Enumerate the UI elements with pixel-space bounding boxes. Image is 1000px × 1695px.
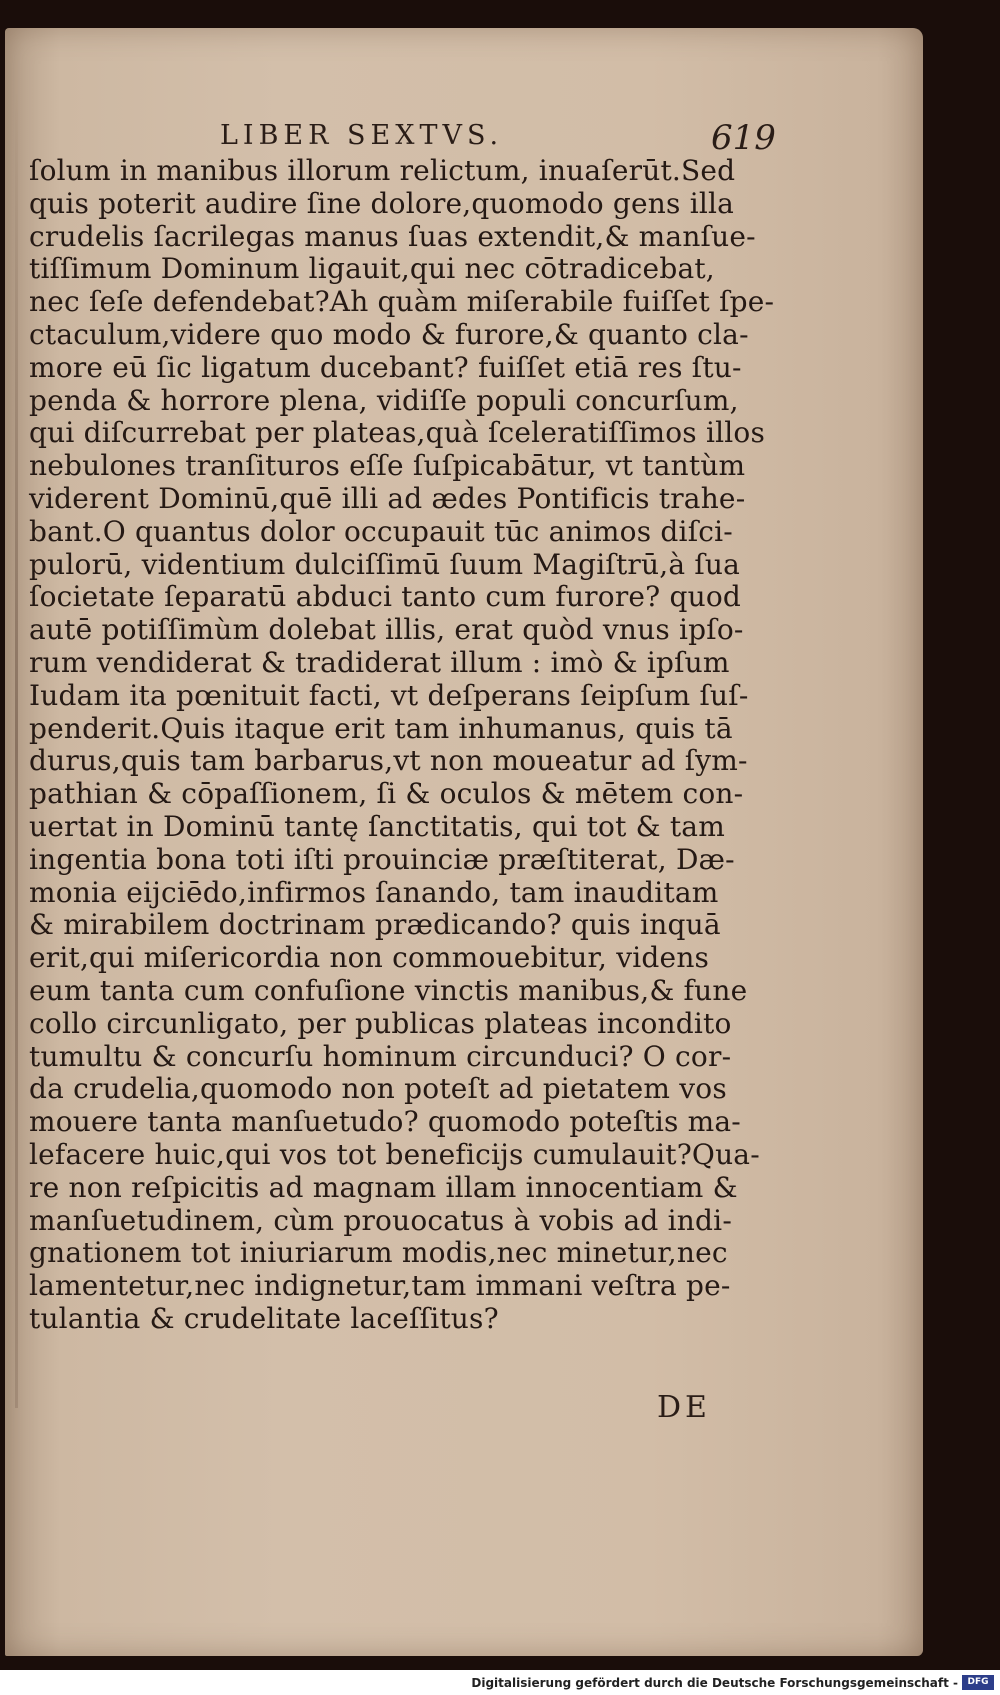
book-page xyxy=(5,28,923,1656)
text-line: gnationem tot iniuriarum modis,nec minetur,nec xyxy=(29,1236,728,1270)
text-line: da crudelia,quomodo non poteſt ad pietatem vos xyxy=(29,1072,727,1106)
text-line: erit,qui miſericordia non commouebitur, videns xyxy=(29,941,710,975)
text-line: collo circunligato, per publicas plateas incondito xyxy=(29,1006,732,1040)
page-number: 619 xyxy=(711,118,776,158)
text-line: monia eijciēdo,infirmos ſanando, tam inauditam xyxy=(29,875,719,909)
page-fold-shadow xyxy=(15,88,18,1408)
text-line: pulorū, videntium dulciſſimū ſuum Magiſtrū,à ſua xyxy=(29,547,741,581)
catchword: DE xyxy=(657,1390,711,1425)
text-line: tulantia & crudelitate laceſſitus? xyxy=(29,1301,499,1335)
running-head: LIBER SEXTVS. xyxy=(220,120,504,151)
text-line: Iudam ita pœnituit facti, vt deſperans ſeipſum ſuſ- xyxy=(29,678,749,712)
text-line: eum tanta cum confuſione vinctis manibus,& fune xyxy=(29,973,748,1007)
text-line: ſolum in manibus illorum relictum, inuaſerūt.Sed xyxy=(29,154,736,187)
text-line: viderent Dominū,quē illi ad ædes Pontificis trahe- xyxy=(29,481,746,515)
text-line: manſuetudinem, cùm prouocatus à vobis ad indi- xyxy=(29,1203,732,1237)
text-line: lefacere huic,qui vos tot beneficijs cumulauit?Qua- xyxy=(29,1137,760,1171)
funding-credit: Digitalisierung gefördert durch die Deutsche Forschungsgemeinschaft - xyxy=(471,1676,958,1690)
text-line: ctaculum,videre quo modo & furore,& quanto cla- xyxy=(29,317,749,351)
text-line: lamentetur,nec indignetur,tam immani veſtra pe- xyxy=(29,1269,731,1303)
text-line: tumultu & concurſu hominum circunduci? O cor- xyxy=(29,1039,732,1073)
text-line: ingentia bona toti iſti prouinciæ præſtiterat, Dæ- xyxy=(29,842,735,876)
text-line: quis poterit audire ſine dolore,quomodo gens illa xyxy=(29,186,735,220)
text-line: mouere tanta manſuetudo? quomodo poteſtis ma- xyxy=(29,1105,741,1139)
body-text xyxy=(29,154,775,1336)
text-line: & mirabilem doctrinam prædicando? quis inquā xyxy=(29,908,721,942)
text-line: more eū ſic ligatum ducebant? fuiſſet etiā res ſtu- xyxy=(29,350,742,384)
text-line: penderit.Quis itaque erit tam inhumanus, quis tā xyxy=(29,711,733,745)
text-line: uertat in Dominū tantę ſanctitatis, qui tot & tam xyxy=(29,809,725,843)
footer xyxy=(0,1672,1000,1695)
text-line: durus,quis tam barbarus,vt non moueatur ad ſym- xyxy=(29,744,748,778)
text-line: pathian & cōpaſſionem, ſi & oculos & mētem con- xyxy=(29,777,744,811)
text-line: nec ſeſe defendebat?Ah quàm miſerabile fuiſſet ſpe- xyxy=(29,285,775,319)
text-line: autē potiſſimùm dolebat illis, erat quòd vnus ipſo- xyxy=(29,613,744,647)
text-line: penda & horrore plena, vidiſſe populi concurſum, xyxy=(29,383,739,417)
dfg-logo: DFG xyxy=(962,1675,994,1690)
text-line: ſocietate ſeparatū abduci tanto cum furore? quod xyxy=(29,580,742,614)
text-line: nebulones tranſituros eſſe ſuſpicabātur, vt tantùm xyxy=(29,449,746,483)
text-line: qui diſcurrebat per plateas,quà ſceleratiſſimos illos xyxy=(29,416,766,450)
text-line: tiſſimum Dominum ligauit,qui nec cōtradicebat, xyxy=(29,252,715,286)
text-line: re non reſpicitis ad magnam illam innocentiam & xyxy=(29,1170,738,1204)
text-line: bant.O quantus dolor occupauit tūc animos diſci- xyxy=(29,514,733,548)
text-line: crudelis ſacrilegas manus ſuas extendit,& manſue- xyxy=(29,219,756,253)
text-line: rum vendiderat & tradiderat illum : imò & ipſum xyxy=(29,645,730,679)
